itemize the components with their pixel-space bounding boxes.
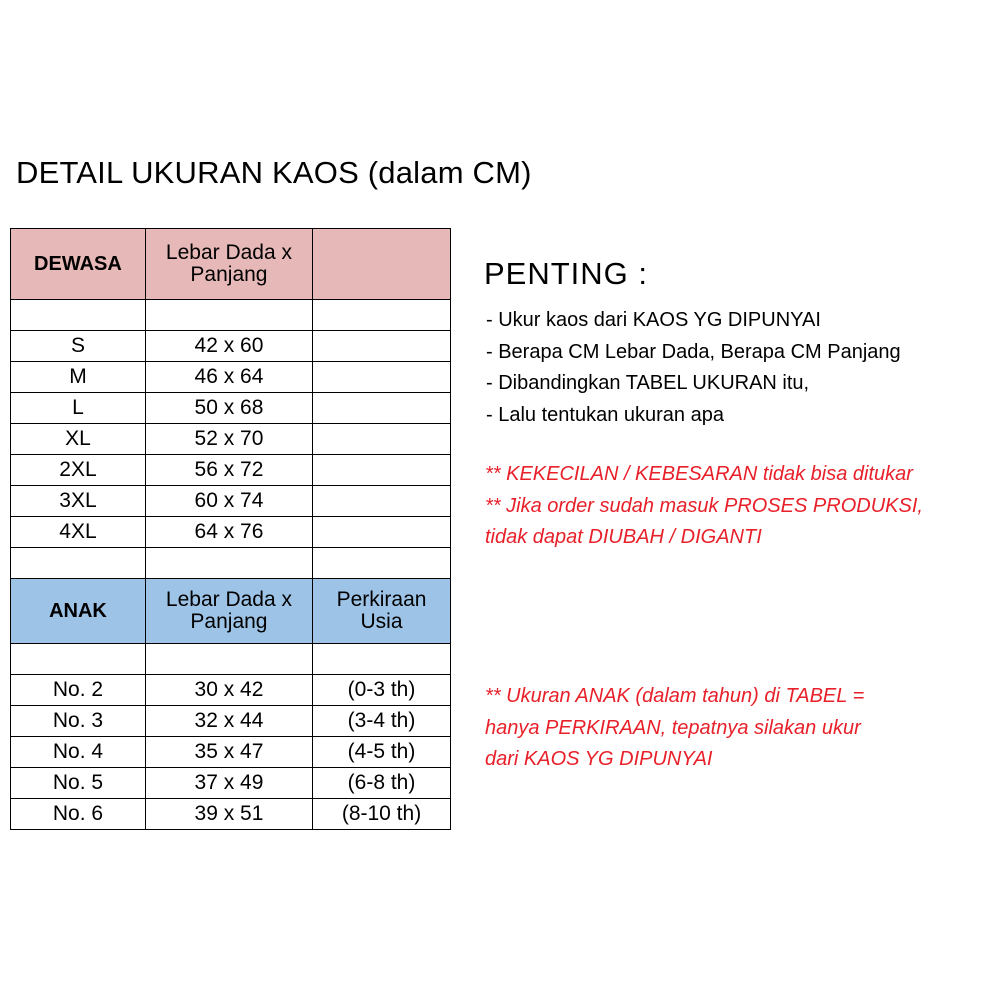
size-table bbox=[10, 228, 451, 830]
size-cell: No. 3 bbox=[11, 706, 146, 737]
adult-header-measure bbox=[145, 229, 312, 300]
kid-header-measure-line2: Panjang bbox=[190, 610, 268, 633]
size-cell: No. 6 bbox=[11, 799, 146, 830]
measure-cell: 35 x 47 bbox=[145, 737, 312, 768]
size-cell: XL bbox=[11, 424, 146, 455]
measure-cell: 56 x 72 bbox=[145, 455, 312, 486]
table-row bbox=[11, 362, 451, 393]
table-row bbox=[11, 799, 451, 830]
adult-header-measure-line2: Panjang bbox=[190, 263, 268, 286]
kid-header-age bbox=[313, 579, 451, 644]
age-cell: (3-4 th) bbox=[313, 706, 451, 737]
measure-cell: 60 x 74 bbox=[145, 486, 312, 517]
blank-row bbox=[11, 300, 451, 331]
list-item: - Berapa CM Lebar Dada, Berapa CM Panjang bbox=[486, 340, 901, 363]
age-cell: (4-5 th) bbox=[313, 737, 451, 768]
measure-cell: 42 x 60 bbox=[145, 331, 312, 362]
size-cell: 4XL bbox=[11, 517, 146, 548]
kid-header-label: ANAK bbox=[11, 579, 146, 644]
important-heading: PENTING : bbox=[484, 256, 649, 291]
size-cell: No. 2 bbox=[11, 675, 146, 706]
size-cell: L bbox=[11, 393, 146, 424]
adult-header-label: DEWASA bbox=[11, 229, 146, 300]
table-row bbox=[11, 393, 451, 424]
size-cell: S bbox=[11, 331, 146, 362]
kid-header-measure-line1: Lebar Dada x bbox=[165, 588, 293, 611]
warning-line: ** Jika order sudah masuk PROSES PRODUKSI, bbox=[485, 494, 923, 517]
age-cell: (0-3 th) bbox=[313, 675, 451, 706]
kid-header-measure bbox=[145, 579, 312, 644]
measure-cell: 30 x 42 bbox=[145, 675, 312, 706]
important-list bbox=[486, 305, 901, 431]
measure-cell: 37 x 49 bbox=[145, 768, 312, 799]
adult-header-empty bbox=[313, 229, 451, 300]
measure-cell: 32 x 44 bbox=[145, 706, 312, 737]
size-cell: No. 5 bbox=[11, 768, 146, 799]
table-row bbox=[11, 331, 451, 362]
kid-header-age-line1: Perkiraan bbox=[336, 588, 427, 611]
list-item: - Ukur kaos dari KAOS YG DIPUNYAI bbox=[486, 309, 821, 331]
list-item: - Lalu tentukan ukuran apa bbox=[486, 403, 724, 426]
table-row bbox=[11, 486, 451, 517]
table-row bbox=[11, 455, 451, 486]
measure-cell: 39 x 51 bbox=[145, 799, 312, 830]
kid-header-row bbox=[11, 579, 451, 644]
measure-cell: 46 x 64 bbox=[145, 362, 312, 393]
table-row bbox=[11, 737, 451, 768]
warning-block-kids bbox=[485, 681, 864, 776]
measure-cell: 52 x 70 bbox=[145, 424, 312, 455]
measure-cell: 50 x 68 bbox=[145, 393, 312, 424]
kid-header-age-line2: Usia bbox=[360, 610, 403, 633]
table-row bbox=[11, 768, 451, 799]
table-row bbox=[11, 675, 451, 706]
age-cell: (8-10 th) bbox=[313, 799, 451, 830]
table-row bbox=[11, 517, 451, 548]
page-title: DETAIL UKURAN KAOS (dalam CM) bbox=[16, 155, 532, 190]
blank-row bbox=[11, 548, 451, 579]
warning-line: ** KEKECILAN / KEBESARAN tidak bisa ditukar bbox=[485, 463, 913, 485]
size-cell: 2XL bbox=[11, 455, 146, 486]
adult-header-row bbox=[11, 229, 451, 300]
age-cell: (6-8 th) bbox=[313, 768, 451, 799]
warning-line: dari KAOS YG DIPUNYAI bbox=[485, 748, 713, 770]
measure-cell: 64 x 76 bbox=[145, 517, 312, 548]
warning-line: ** Ukuran ANAK (dalam tahun) di TABEL = bbox=[485, 685, 865, 707]
warning-line: hanya PERKIRAAN, tepatnya silakan ukur bbox=[485, 716, 861, 739]
size-cell: No. 4 bbox=[11, 737, 146, 768]
blank-row bbox=[11, 644, 451, 675]
table-row bbox=[11, 706, 451, 737]
table-row bbox=[11, 424, 451, 455]
warning-line: tidak dapat DIUBAH / DIGANTI bbox=[485, 526, 762, 548]
size-cell: M bbox=[11, 362, 146, 393]
warning-block-exchange bbox=[485, 459, 923, 554]
list-item: - Dibandingkan TABEL UKURAN itu, bbox=[486, 372, 810, 394]
size-cell: 3XL bbox=[11, 486, 146, 517]
adult-header-measure-line1: Lebar Dada x bbox=[165, 241, 293, 264]
